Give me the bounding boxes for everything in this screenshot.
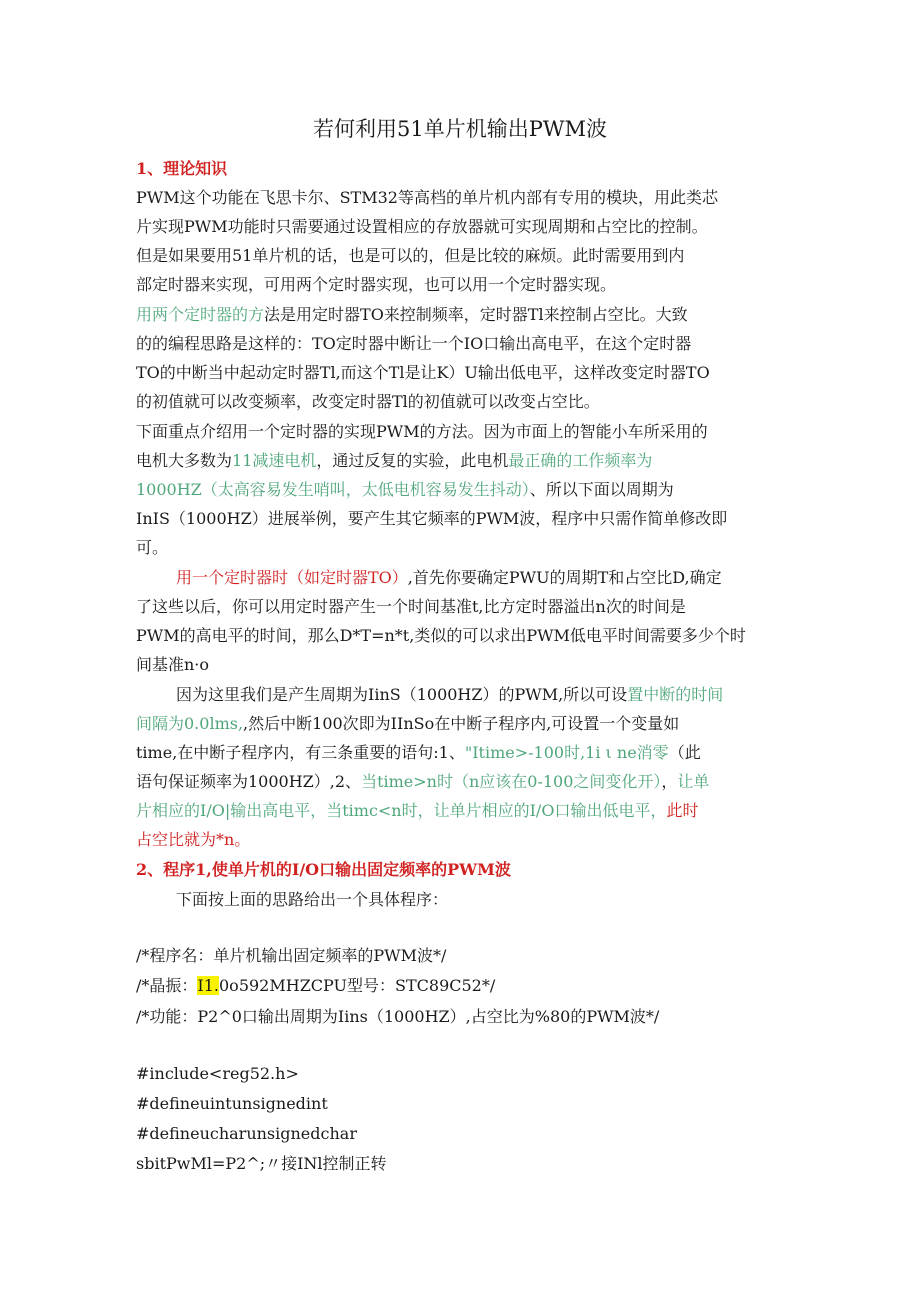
paragraph-line: 了这些以后，你可以用定时器产生一个时间基准t,比方定时器溢出n次的时间是 <box>136 597 686 616</box>
text-run: 电机大多数为 <box>136 451 233 470</box>
paragraph-line: 可。 <box>136 538 169 557</box>
paragraph-line: 间基准n·o <box>136 655 210 674</box>
section-heading-theory: 1、理论知识 <box>136 159 228 178</box>
highlighted-phrase: 间隔为0.0lms, <box>136 714 244 733</box>
paragraph-line: 但是如果要用51单片机的话，也是可以的，但是比较的麻烦。此时需要用到内 <box>136 246 685 265</box>
paragraph-line <box>136 712 679 736</box>
highlighted-phrase: 11减速电机 <box>232 451 317 470</box>
paragraph-line <box>136 449 652 473</box>
section-heading-program: 2、程序1,使单片机的I/O口输出固定频率的PWM波 <box>136 860 511 879</box>
text-run: （此 <box>668 743 701 762</box>
highlighted-phrase: 1000HZ（太高容易发生哨叫，太低电机容易发生抖动） <box>136 480 530 499</box>
paragraph-line <box>176 566 722 590</box>
paragraph-line: 下面重点介绍用一个定时器的实现PWM的方法。因为市面上的智能小车所采用的 <box>136 422 708 441</box>
text-run: ,然后中断100次即为IInSo在中断子程序内,可设置一个变量如 <box>243 714 680 733</box>
paragraph-line: 片实现PWM功能时只需要通过设置相应的存放器就可实现周期和占空比的控制。 <box>136 217 708 236</box>
paragraph-line: 的的编程思路是这样的：TO定时器中断让一个IO口输出高电平，在这个定时器 <box>136 334 692 353</box>
text-run: 语句保证频率为1000HZ）,2、 <box>136 772 362 791</box>
paragraph-line: InIS（1000HZ）进展举例，要产生其它频率的PWM波，程序中只需作简单修改即 <box>136 509 728 528</box>
code-line: #defineuintunsignedint <box>136 1094 328 1113</box>
paragraph-line <box>136 741 701 765</box>
code-line: sbitPwMl=P2^;〃接INl控制正转 <box>136 1154 387 1173</box>
document-title: 若何利用51单片机输出PWM波 <box>313 117 607 141</box>
paragraph-line: TO的中断当中起动定时器Tl,而这个Tl是让K）U输出低电平，这样改变定时器TO <box>136 363 710 382</box>
paragraph-line: 部定时器来实现，可用两个定时器实现，也可以用一个定时器实现。 <box>136 275 617 294</box>
paragraph-line: 的初值就可以改变频率，改变定时器Tl的初值就可以改变占空比。 <box>136 392 600 411</box>
highlighted-phrase: 用一个定时器时（如定时器TO） <box>176 568 408 587</box>
paragraph-line <box>136 799 698 823</box>
highlighted-phrase: 置中断的时间 <box>627 685 724 704</box>
code-line: /*功能：P2^0口输出周期为Iins（1000HZ）,占空比为%80的PWM波*/ <box>136 1007 660 1026</box>
paragraph-line: 下面按上面的思路给出一个具体程序： <box>176 890 449 909</box>
highlighted-phrase: 占空比就为*n。 <box>136 830 251 849</box>
code-line <box>136 974 495 998</box>
code-line: #defineucharunsignedchar <box>136 1124 357 1143</box>
highlighted-text: I1. <box>197 976 219 995</box>
code-line: /*程序名：单片机输出固定频率的PWM波*/ <box>136 946 447 965</box>
paragraph-line <box>136 303 688 327</box>
paragraph-line: PWM这个功能在飞思卡尔、STM32等高档的单片机内部有专用的模块，用此类芯 <box>136 188 718 207</box>
paragraph-line <box>136 478 674 502</box>
paragraph-line: PWM的高电平的时间，那么D*T=n*t,类似的可以求出PWM低电平时间需要多少个时 <box>136 626 746 645</box>
text-run: ,首先你要确定PWU的周期T和占空比D,确定 <box>407 568 722 587</box>
text-run: 法是用定时器TO来控制频率，定时器Tl来控制占空比。大致 <box>264 305 688 324</box>
text-run: ， <box>661 772 678 791</box>
text-run: 、所以下面以周期为 <box>529 480 674 499</box>
highlighted-phrase: 当time>n时 <box>361 772 453 791</box>
highlighted-phrase: 用两个定时器的方 <box>136 305 265 324</box>
paragraph-line <box>136 770 709 794</box>
highlighted-phrase: 片相应的I/O|输出高电平，当timc<n时，让单片相应的I/O口输出低电平， <box>136 801 667 820</box>
paragraph-line <box>176 683 723 707</box>
text-run: ，通过反复的实验，此电机 <box>316 451 509 470</box>
text-run: 因为这里我们是产生周期为IinS（1000HZ）的PWM,所以可设 <box>176 685 628 704</box>
highlighted-phrase: "Itime>-100时,1i ι ne消零 <box>464 743 669 762</box>
paragraph-line <box>136 828 250 852</box>
text-run: /*晶振： <box>136 976 198 995</box>
text-run: time,在中断子程序内，有三条重要的语句:1、 <box>136 743 465 762</box>
highlighted-phrase: （n应该在0-100之间变化开） <box>452 772 662 791</box>
highlighted-phrase: 最正确的工作频率为 <box>508 451 653 470</box>
code-line: #include<reg52.h> <box>136 1064 299 1083</box>
highlighted-phrase: 此时 <box>666 801 699 820</box>
highlighted-phrase: 让单 <box>677 772 710 791</box>
text-run: 0o592MHZCPU型号：STC89C52*/ <box>219 976 496 995</box>
